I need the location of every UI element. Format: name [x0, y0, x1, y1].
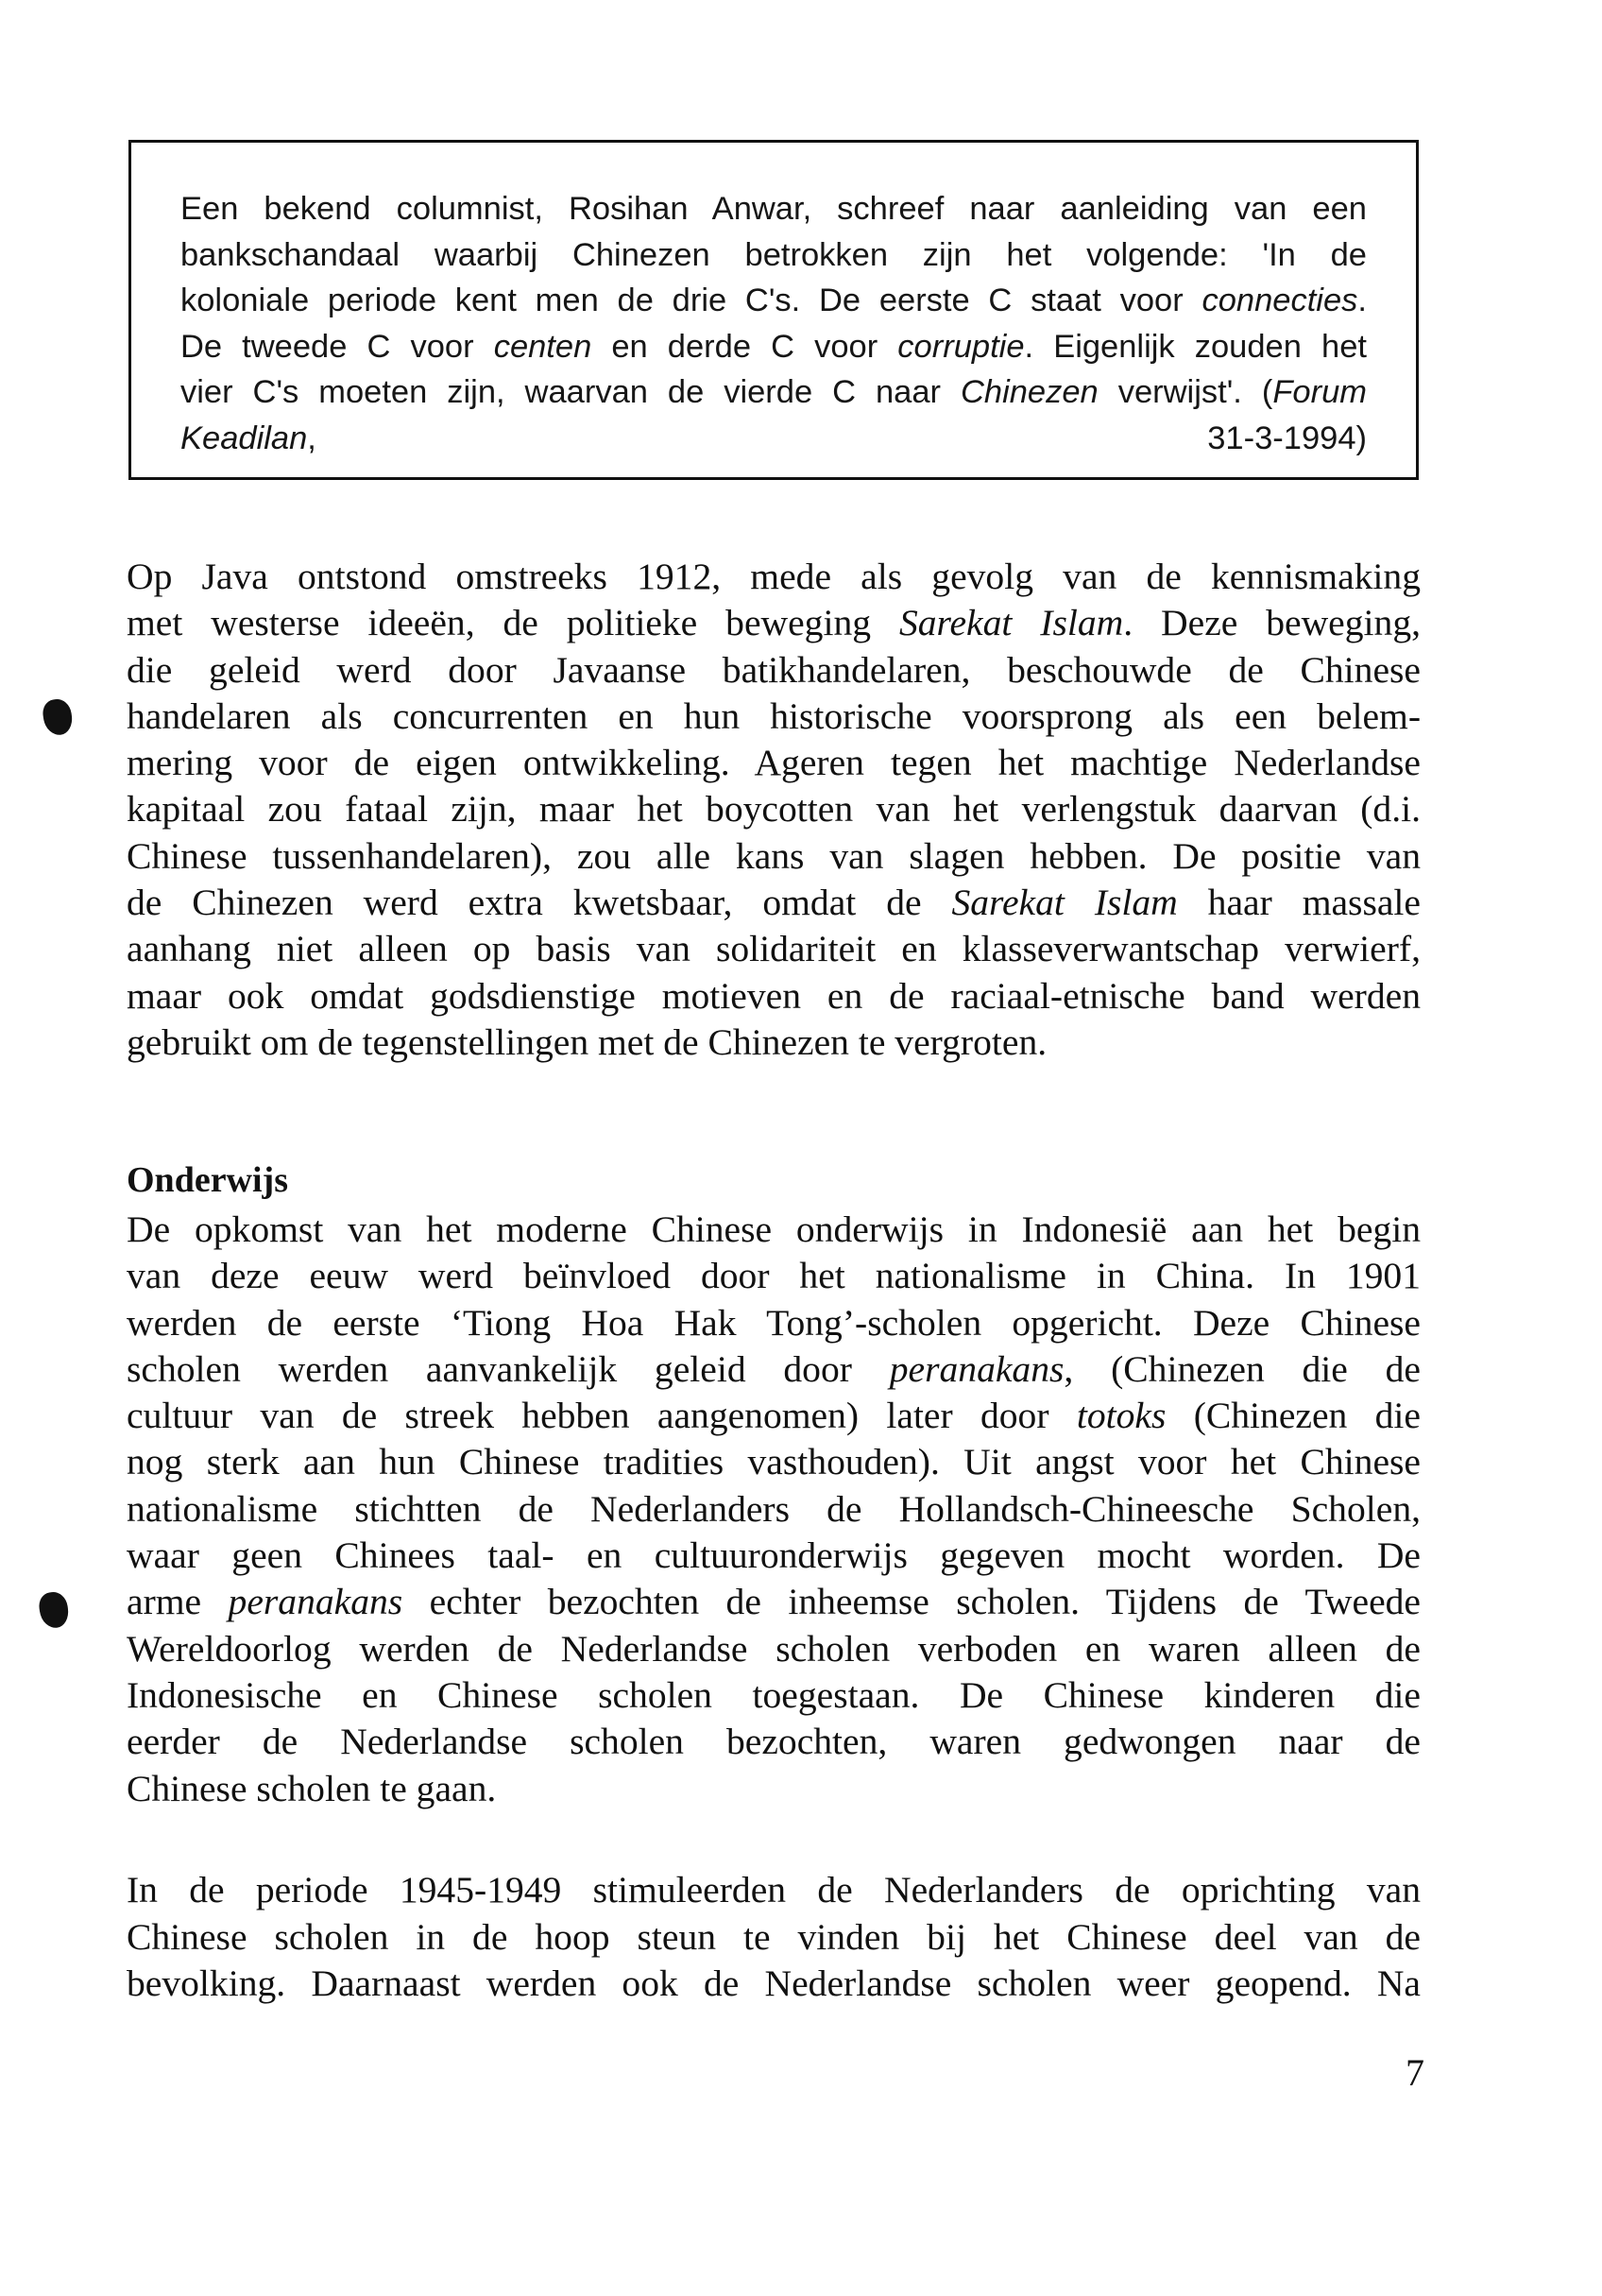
text-line	[127, 1719, 1421, 1765]
text-span: aanhang niet alleen op basis van solidariteit en klasseverwantschap verwierf,	[127, 928, 1421, 970]
text-span: met westerse ideeën, de politieke beweging	[127, 602, 899, 644]
text-line	[127, 600, 1421, 646]
text-span: de Chinezen werd extra kwetsbaar, omdat de	[127, 882, 952, 924]
text-span: vier C's moeten zijn, waarvan de vierde C naar	[180, 374, 961, 410]
text-line	[127, 1672, 1421, 1719]
text-span: (Chinezen die	[1166, 1395, 1421, 1437]
text-span: en derde C voor	[591, 328, 898, 365]
text-span: die geleid werd door Javaanse batikhandelaren, beschouwde de Chinese	[127, 648, 1421, 691]
text-line	[127, 1300, 1421, 1346]
text-span: mering voor de eigen ontwikkeling. Ageren tegen het machtige Nederlandse	[127, 742, 1421, 784]
text-span: nationalisme stichtten de Nederlanders de Hollandsch-Chineesche Scholen,	[127, 1487, 1421, 1530]
text-span: , (Chinezen die de	[1064, 1347, 1422, 1390]
text-span: bankschandaal waarbij Chinezen betrokken zijn het volgende: 'In de	[180, 236, 1367, 273]
text-span: Een bekend columnist, Rosihan Anwar, schreef naar aanleiding van een	[180, 191, 1367, 227]
text-line	[127, 786, 1421, 832]
text-span: maar ook omdat godsdienstige motieven en de raciaal-etnische band werden	[127, 974, 1421, 1017]
text-line	[127, 647, 1421, 694]
punch-hole-icon	[38, 1590, 71, 1630]
text-line	[127, 740, 1421, 786]
text-line	[127, 694, 1421, 740]
text-span: In de periode 1945-1949 stimuleerden de Nederlanders de oprichting van	[127, 1869, 1421, 1910]
text-line	[127, 1393, 1421, 1439]
text-span: waar geen Chinees taal- en cultuuronderwijs gegeven mocht worden. De	[127, 1534, 1421, 1577]
italic-text: Sarekat Islam	[898, 602, 1124, 644]
italic-text: centen	[493, 328, 592, 365]
text-span: Op Java ontstond omstreeks 1912, mede als gevolg van de kennismaking	[127, 556, 1421, 597]
punch-hole-icon	[42, 697, 75, 737]
text-span: echter bezochten de inheemse scholen. Tijdens de Tweede	[402, 1581, 1421, 1623]
text-span: bevolking. Daarnaast werden ook de Nederlandse scholen weer geopend. Na	[127, 1962, 1421, 2004]
italic-text: Keadilan	[180, 420, 308, 456]
quote-box	[128, 140, 1419, 480]
text-span: gebruikt om de tegenstellingen met de Chinezen te vergroten.	[127, 1020, 1048, 1063]
text-line	[127, 1766, 1421, 1812]
paragraph-1945-1949	[127, 1867, 1421, 2008]
text-line	[127, 1533, 1421, 1579]
paragraph-sarekat-islam	[127, 554, 1421, 1066]
text-line	[127, 1961, 1421, 2008]
text-span: Chinese scholen in de hoop steun te vinden bij het Chinese deel van de	[127, 1915, 1421, 1958]
text-span: eerder de Nederlandse scholen bezochten, waren gedwongen naar de	[127, 1721, 1421, 1763]
text-line	[127, 1867, 1421, 1914]
text-line	[180, 186, 1367, 232]
text-line	[127, 1626, 1421, 1672]
text-line	[127, 1019, 1421, 1066]
text-span: koloniale periode kent men de drie C's. De eerste C staat voor	[180, 283, 1202, 318]
italic-text: Chinezen	[960, 374, 1099, 410]
italic-text: corruptie	[897, 328, 1025, 365]
text-line	[127, 1914, 1421, 1962]
italic-text: connecties	[1202, 283, 1358, 318]
text-line	[127, 1253, 1421, 1299]
text-span: Indonesische en Chinese scholen toegestaan. De Chinese kinderen die	[127, 1673, 1421, 1716]
text-span: .	[1357, 283, 1367, 318]
text-line	[127, 926, 1421, 972]
text-span: kapitaal zou fataal zijn, maar het boycotten van het verlengstuk daarvan (d.i.	[127, 788, 1421, 831]
text-span: Chinese tussenhandelaren), zou alle kans van slagen hebben. De positie van	[127, 834, 1421, 877]
text-span: Chinese scholen te gaan.	[127, 1767, 497, 1809]
italic-text: Sarekat Islam	[951, 882, 1178, 924]
text-span: Wereldoorlog werden de Nederlandse scholen verboden en waren alleen de	[127, 1627, 1421, 1670]
text-line	[127, 1486, 1421, 1533]
text-span: scholen werden aanvankelijk geleid door	[127, 1347, 890, 1390]
text-line	[127, 554, 1421, 600]
text-span: . Deze beweging,	[1123, 602, 1422, 644]
text-span: arme	[127, 1581, 229, 1623]
italic-text: totoks	[1076, 1395, 1167, 1437]
text-line	[180, 232, 1367, 279]
text-line	[127, 1346, 1421, 1393]
text-line	[180, 278, 1367, 324]
text-span: werden de eerste ‘Tiong Hoa Hak Tong’-scholen opgericht. Deze Chinese	[127, 1301, 1421, 1344]
paragraph-onderwijs	[127, 1207, 1421, 1812]
text-line	[127, 1207, 1421, 1253]
text-span: nog sterk aan hun Chinese tradities vasthouden). Uit angst voor het Chinese	[127, 1441, 1421, 1483]
text-span: De tweede C voor	[180, 328, 494, 365]
text-line	[180, 416, 1367, 462]
text-span: , 31-3-1994)	[307, 420, 1367, 456]
text-span: . Eigenlijk zouden het	[1024, 328, 1367, 365]
text-line	[127, 1579, 1421, 1625]
text-span: handelaren als concurrenten en hun historische voorsprong als een belem-	[127, 694, 1421, 737]
italic-text: peranakans	[228, 1581, 403, 1623]
text-span: verwijst'. (	[1098, 374, 1273, 410]
text-line	[180, 324, 1367, 370]
text-span: haar massale	[1177, 882, 1421, 924]
text-line	[180, 369, 1367, 416]
italic-text: Forum	[1272, 374, 1367, 410]
text-span: cultuur van de streek hebben aangenomen) later door	[127, 1395, 1077, 1437]
text-line	[127, 1439, 1421, 1485]
text-span: van deze eeuw werd beïnvloed door het nationalisme in China. In 1901	[127, 1255, 1421, 1297]
section-heading: Onderwijs	[127, 1160, 288, 1200]
text-span: De opkomst van het moderne Chinese onderwijs in Indonesië aan het begin	[127, 1208, 1421, 1250]
text-line	[127, 973, 1421, 1019]
text-line	[127, 833, 1421, 880]
page-number: 7	[1406, 2051, 1424, 2094]
text-line	[127, 880, 1421, 926]
italic-text: peranakans	[889, 1347, 1065, 1390]
